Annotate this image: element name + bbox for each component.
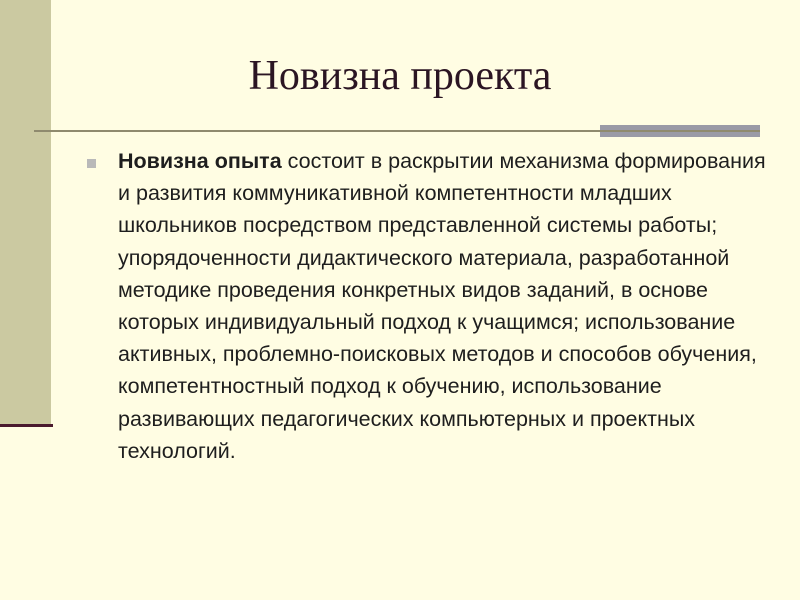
bullet-body-text: состоит в раскрытии механизма формирования и развития коммуникативной компетентности младших школьников посредством представленной системы работы; упорядоченности дидактического материала, разработанной методике проведения конкретных видов заданий, в основе которых индивидуальный подход к учащимся; использование активных, проблемно-поисковых методов и способов обучения, компетентностный подход к обучению, использование развивающих педагогических компьютерных и проектных технологий. [118,149,766,463]
bullet-square-icon [87,159,96,168]
divider-accent-block [600,125,760,137]
bullet-lead-text: Новизна опыта [118,149,282,173]
left-bar-underline [0,424,53,427]
bullet-paragraph [118,145,768,467]
slide-title: Новизна проекта [248,53,552,99]
